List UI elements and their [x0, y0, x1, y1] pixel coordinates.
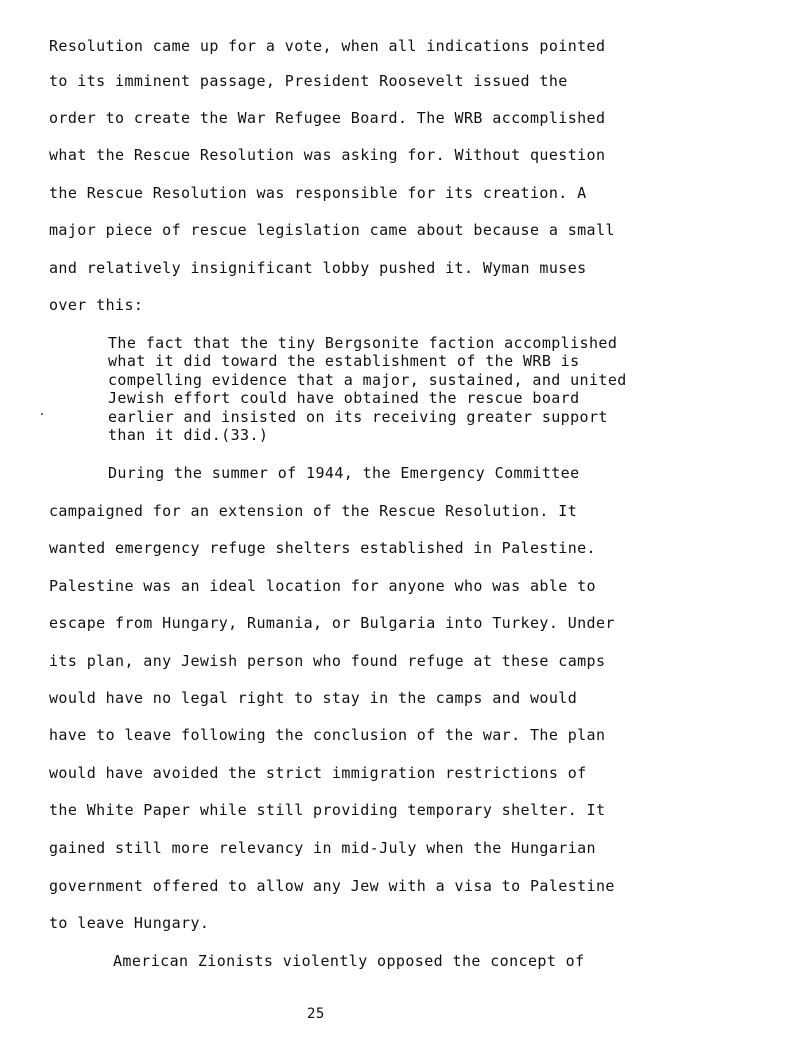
text-line: what the Rescue Resolution was asking for. Without question: [49, 146, 606, 164]
quote-line: than it did.(33.): [108, 426, 269, 444]
text-line: major piece of rescue legislation came about because a small: [49, 221, 615, 239]
text-line: gained still more relevancy in mid-July when the Hungarian: [49, 839, 596, 857]
text-line: campaigned for an extension of the Rescue Resolution. It: [49, 502, 578, 520]
text-line: Resolution came up for a vote, when all indications pointed: [49, 37, 606, 55]
scan-speck: [41, 413, 43, 415]
text-line: to its imminent passage, President Roosevelt issued the: [49, 72, 568, 90]
text-line: to leave Hungary.: [49, 914, 210, 932]
quote-line: Jewish effort could have obtained the rescue board: [108, 389, 580, 407]
quote-line: earlier and insisted on its receiving greater support: [108, 408, 608, 426]
text-line: its plan, any Jewish person who found refuge at these camps: [49, 652, 606, 670]
text-line: would have no legal right to stay in the camps and would: [49, 689, 578, 707]
quote-line: The fact that the tiny Bergsonite faction accomplished: [108, 334, 618, 352]
text-line: escape from Hungary, Rumania, or Bulgaria into Turkey. Under: [49, 614, 615, 632]
text-line: have to leave following the conclusion of the war. The plan: [49, 726, 606, 744]
quote-line: what it did toward the establishment of the WRB is: [108, 352, 580, 370]
text-line: American Zionists violently opposed the concept of: [113, 952, 585, 970]
quote-line: compelling evidence that a major, sustained, and united: [108, 371, 627, 389]
text-line: the Rescue Resolution was responsible for its creation. A: [49, 184, 587, 202]
text-line: Palestine was an ideal location for anyone who was able to: [49, 577, 596, 595]
text-line: and relatively insignificant lobby pushed it. Wyman muses: [49, 259, 587, 277]
text-line: During the summer of 1944, the Emergency Committee: [108, 464, 580, 482]
text-line: the White Paper while still providing temporary shelter. It: [49, 801, 606, 819]
text-line: over this:: [49, 296, 144, 314]
text-line: government offered to allow any Jew with a visa to Palestine: [49, 877, 615, 895]
text-line: wanted emergency refuge shelters established in Palestine.: [49, 539, 596, 557]
text-line: order to create the War Refugee Board. The WRB accomplished: [49, 109, 606, 127]
text-line: would have avoided the strict immigration restrictions of: [49, 764, 587, 782]
page-number: 25: [307, 1006, 325, 1022]
